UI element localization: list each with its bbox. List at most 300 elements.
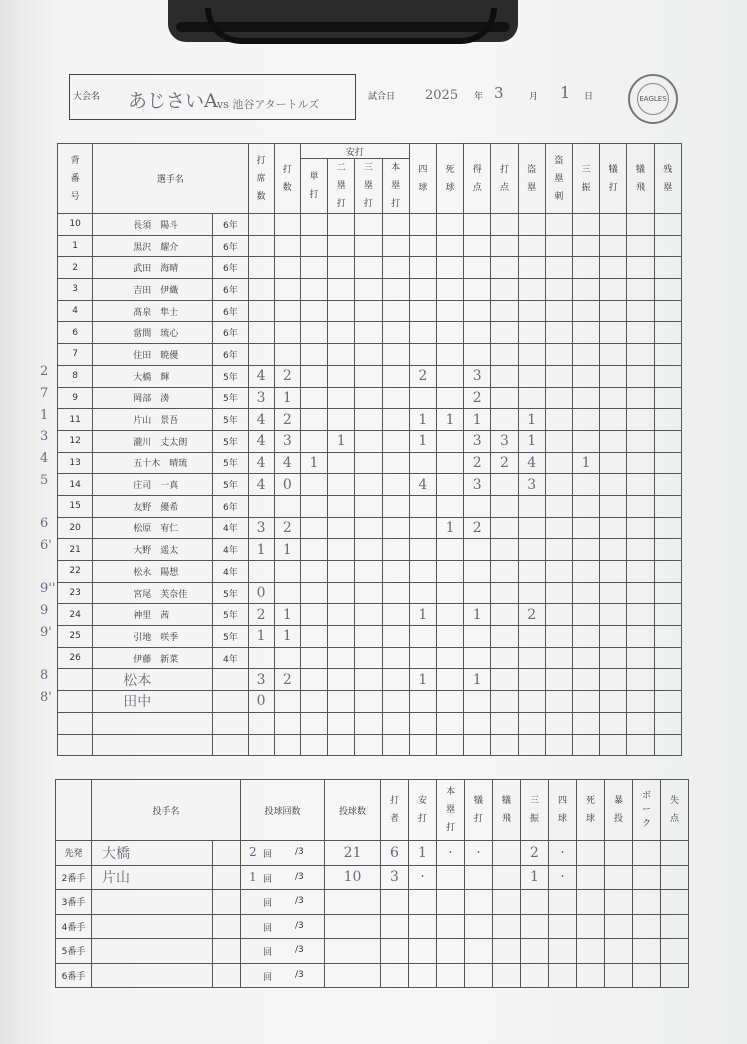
pitch-stat-wp [605,914,633,939]
date-label: 試合日 [368,92,396,102]
pitch-stat-sh [465,865,493,890]
stat-sf [627,300,654,322]
stat-hr [382,452,409,474]
pitch-stat-sh: · [465,841,493,866]
stat-pa [248,712,274,734]
stat-bb [409,539,436,561]
pitch-stat-bk [633,963,661,988]
stat-bb [409,626,436,648]
stat-hbp [436,430,463,452]
stat-sh [600,452,627,474]
outs-unit: /3 [295,896,304,906]
stat-sb: 4 [518,452,545,474]
pitch-stat-r [661,865,689,890]
stat-h3 [355,539,382,561]
stat-rbi [491,734,518,756]
back-number: 23 [58,582,93,604]
stat-lob [654,626,681,648]
stat-lob [654,734,681,756]
stat-cs [545,452,572,474]
stat-sb [518,257,545,279]
pitch-stat-hbp [577,890,605,915]
back-number: 26 [58,647,93,669]
month-value: 3 [494,84,504,102]
stat-sb [518,647,545,669]
stat-sh [600,734,627,756]
pitch-count: 21 [325,841,381,866]
grade: 6年 [213,279,248,301]
stat-hr [382,322,409,344]
grade: 5年 [213,387,248,409]
pitch-stat-hr: · [437,841,465,866]
batting-row [58,561,682,583]
pitch-header-sac-fly: 犠飛 [493,780,521,841]
stat-sb [518,669,545,691]
header-rbi: 打点 [491,144,518,214]
grade [213,691,248,713]
stat-sf [627,344,654,366]
player-name [93,734,213,756]
stat-so [572,387,599,409]
stat-h1 [300,734,327,756]
stat-cs [545,387,572,409]
innings-value: 1 [249,869,257,884]
back-number: 6 [58,322,93,344]
pitch-header-hbp: 死球 [577,780,605,841]
pitch-count: 10 [325,865,381,890]
stat-so: 1 [572,452,599,474]
batting-row [58,235,682,257]
stat-sb: 1 [518,430,545,452]
stat-h2 [328,561,355,583]
stat-lob [654,409,681,431]
stat-cs [545,626,572,648]
stat-h1 [300,604,327,626]
stat-hr [382,495,409,517]
back-number: 22 [58,561,93,583]
stat-lob [654,452,681,474]
stat-cs [545,647,572,669]
stat-h2: 1 [328,430,355,452]
batting-row [58,409,682,431]
stat-sf [627,214,654,236]
grade: 5年 [213,474,248,496]
batting-row [58,691,682,713]
stat-so [572,300,599,322]
player-name: 武田 海晴 [93,257,213,279]
stat-lob [654,387,681,409]
stat-ab [274,647,300,669]
stat-pa: 0 [248,582,274,604]
stat-hr [382,517,409,539]
stat-lob [654,430,681,452]
stat-h3 [355,214,382,236]
stat-lob [654,517,681,539]
outs-unit: /3 [295,969,304,980]
innings-cell [241,939,325,964]
outs-unit: /3 [295,920,304,931]
stat-so [572,561,599,583]
pitch-stat-wp [605,939,633,964]
pitching-row [56,914,689,939]
back-number: 14 [58,474,93,496]
clipboard-clip-ring [205,8,497,44]
stat-sb [518,712,545,734]
stat-hbp [436,257,463,279]
stat-hbp [436,691,463,713]
batting-row [58,322,682,344]
pitcher-name-extra [213,865,241,890]
stat-lob [654,300,681,322]
pitch-stat-hr [437,890,465,915]
stat-ab: 0 [274,474,300,496]
stat-r [464,647,491,669]
stat-ab [274,322,300,344]
stat-sf [627,582,654,604]
stat-pa: 0 [248,691,274,713]
header-hits: 安打 [300,144,409,159]
pitch-stat-sh [465,939,493,964]
stat-bb: 4 [409,474,436,496]
stat-hr [382,539,409,561]
pitcher-name [92,890,213,915]
stat-h3 [355,409,382,431]
stat-so [572,495,599,517]
pitch-stat-sf [493,890,521,915]
stat-cs [545,517,572,539]
player-name: 友野 優希 [93,495,213,517]
stat-so [572,647,599,669]
stat-pa [248,235,274,257]
stat-sf [627,322,654,344]
stat-h2 [328,344,355,366]
batting-order-mark: 1 [40,407,49,423]
stat-hr [382,626,409,648]
stat-hbp [436,561,463,583]
pitch-stat-hbp [577,963,605,988]
pitcher-role: 4番手 [56,914,92,939]
header-strikeouts: 三振 [572,144,599,214]
stat-ab [274,495,300,517]
player-name: 伊藤 新菜 [93,647,213,669]
pitch-stat-so: 1 [521,865,549,890]
pitch-count [325,890,381,915]
stat-cs [545,322,572,344]
outs-unit: /3 [295,945,304,955]
stat-r [464,257,491,279]
stat-pa [248,561,274,583]
stat-hr [382,257,409,279]
batting-order-mark: 9'' [40,581,56,597]
stat-r [464,344,491,366]
stat-lob [654,257,681,279]
stat-sb [518,322,545,344]
pitcher-name: 大橋 [92,841,213,866]
stat-sh [600,626,627,648]
stat-h2 [328,604,355,626]
stat-r [464,734,491,756]
stat-cs [545,257,572,279]
header-player-name: 選手名 [93,144,248,214]
stat-h2 [328,235,355,257]
innings-cell [241,963,325,988]
stat-h2 [328,626,355,648]
stat-ab [274,300,300,322]
stat-cs [545,235,572,257]
stat-sf [627,387,654,409]
stat-h3 [355,365,382,387]
pitch-header-balk: ボーク [633,780,661,841]
pitch-header-batters: 打者 [381,780,409,841]
stat-lob [654,495,681,517]
stat-h1 [300,712,327,734]
grade: 5年 [213,365,248,387]
stat-lob [654,214,681,236]
stat-sh [600,712,627,734]
stat-pa [248,300,274,322]
stat-sh [600,214,627,236]
stat-sf [627,691,654,713]
stat-r [464,582,491,604]
stat-bb: 1 [409,604,436,626]
stat-rbi [491,474,518,496]
stat-ab: 1 [274,604,300,626]
player-name: 長須 陽斗 [93,214,213,236]
stat-sh [600,691,627,713]
stat-sh [600,582,627,604]
stat-pa: 4 [248,452,274,474]
innings-cell [241,890,325,915]
stat-pa: 4 [248,430,274,452]
grade: 5年 [213,626,248,648]
header-hbp: 死球 [436,144,463,214]
pitch-stat-sf [493,939,521,964]
stat-so [572,214,599,236]
pitch-stat-hr [437,963,465,988]
stat-pa [248,734,274,756]
stat-r [464,539,491,561]
stat-h1 [300,691,327,713]
header-plate-appearances: 打席数 [248,144,274,214]
stat-sh [600,300,627,322]
stat-hr [382,582,409,604]
pitcher-name-extra [213,841,241,866]
stat-h2 [328,257,355,279]
stat-rbi [491,669,518,691]
stat-h3 [355,495,382,517]
stat-ab [274,235,300,257]
stat-so [572,539,599,561]
pitch-header-walks: 四球 [549,780,577,841]
grade: 6年 [213,322,248,344]
stat-sh [600,409,627,431]
stat-pa [248,257,274,279]
stat-rbi [491,712,518,734]
pitcher-role: 6番手 [56,963,92,988]
pitch-stat-hbp [577,865,605,890]
stat-cs [545,300,572,322]
stat-h1 [300,517,327,539]
stat-h2 [328,495,355,517]
back-number: 3 [58,279,93,301]
stat-sb [518,734,545,756]
back-number [58,712,93,734]
stat-h3 [355,235,382,257]
pitch-stat-bb: · [549,841,577,866]
stat-h2 [328,322,355,344]
grade [213,734,248,756]
stat-ab [274,257,300,279]
stat-bb [409,495,436,517]
stat-pa: 1 [248,539,274,561]
stat-pa [248,279,274,301]
stat-sf [627,474,654,496]
grade: 4年 [213,561,248,583]
stat-bb: 2 [409,365,436,387]
stat-bb [409,387,436,409]
pitch-stat-wp [605,890,633,915]
pitch-stat-sf [493,963,521,988]
stat-sh [600,387,627,409]
back-number [58,669,93,691]
stat-ab: 2 [274,365,300,387]
stat-so [572,582,599,604]
pitch-stat-hr [437,914,465,939]
stat-bb: 1 [409,669,436,691]
stat-ab [274,734,300,756]
stat-bb: 1 [409,409,436,431]
pitch-stat-bb [549,939,577,964]
pitch-stat-h [409,939,437,964]
stat-h1 [300,387,327,409]
pitch-header-innings: 投球回数 [241,780,325,841]
pitch-stat-hbp [577,841,605,866]
stat-hr [382,214,409,236]
stat-h2 [328,712,355,734]
stat-sb [518,561,545,583]
stat-lob [654,365,681,387]
stat-hbp [436,300,463,322]
batting-order-mark: 5 [40,472,49,488]
stat-bb [409,214,436,236]
stat-r: 1 [464,409,491,431]
stat-rbi [491,626,518,648]
stat-hr [382,279,409,301]
stat-ab: 1 [274,387,300,409]
stat-h3 [355,257,382,279]
grade: 6年 [213,300,248,322]
pitch-stat-wp [605,865,633,890]
stat-sb: 2 [518,604,545,626]
stat-lob [654,279,681,301]
stat-sb [518,214,545,236]
stat-r: 2 [464,387,491,409]
stat-sh [600,344,627,366]
stat-rbi [491,214,518,236]
stat-ab [274,712,300,734]
stat-sh [600,604,627,626]
batting-row [58,734,682,756]
header-double: 二塁打 [328,159,355,214]
stat-rbi [491,322,518,344]
stat-pa: 3 [248,517,274,539]
player-name: 引地 咲季 [93,626,213,648]
stat-h3 [355,712,382,734]
pitch-stat-bb [549,890,577,915]
month-label: 月 [529,92,539,102]
stat-rbi [491,235,518,257]
opponent-value: vs 池谷アタートルズ [217,98,320,111]
stat-h1 [300,495,327,517]
pitch-stat-sf [493,841,521,866]
pitch-header-wild-pitch: 暴投 [605,780,633,841]
batting-row [58,387,682,409]
pitch-stat-bk [633,865,661,890]
stat-r [464,235,491,257]
stat-ab: 4 [274,452,300,474]
pitch-header-pitches: 投球数 [325,780,381,841]
player-name: 當間 琉心 [93,322,213,344]
stat-hbp: 1 [436,517,463,539]
stat-cs [545,539,572,561]
pitcher-role: 3番手 [56,890,92,915]
stat-hbp [436,322,463,344]
stat-r [464,279,491,301]
stat-rbi [491,257,518,279]
pitch-header-homeruns: 本塁打 [437,780,465,841]
stat-r: 2 [464,517,491,539]
pitch-stat-bf: 3 [381,865,409,890]
grade: 5年 [213,452,248,474]
pitch-count [325,939,381,964]
grade: 4年 [213,647,248,669]
header-homerun: 本塁打 [382,159,409,214]
pitcher-role: 2番手 [56,865,92,890]
pitch-stat-bk [633,841,661,866]
stat-h3 [355,582,382,604]
stat-hbp [436,452,463,474]
year-value: 2025 [425,88,459,103]
stat-ab: 2 [274,517,300,539]
stat-sh [600,322,627,344]
stat-sf [627,452,654,474]
pitch-stat-h [409,890,437,915]
stat-ab [274,561,300,583]
stat-sh [600,539,627,561]
stat-sf [627,712,654,734]
stat-h1 [300,279,327,301]
stat-rbi [491,582,518,604]
stat-rbi [491,409,518,431]
pitcher-name: 片山 [92,865,213,890]
stat-ab: 3 [274,430,300,452]
stat-hbp [436,214,463,236]
pitch-stat-so [521,939,549,964]
stat-h1 [300,214,327,236]
player-name: 庄司 一真 [93,474,213,496]
stat-cs [545,495,572,517]
stat-sb [518,344,545,366]
stat-hr [382,734,409,756]
stat-h2 [328,474,355,496]
batting-row [58,257,682,279]
stat-hbp [436,344,463,366]
pitch-stat-wp [605,841,633,866]
innings-value: 2 [249,845,257,859]
stat-h2 [328,517,355,539]
stat-ab [274,279,300,301]
stat-h1 [300,235,327,257]
